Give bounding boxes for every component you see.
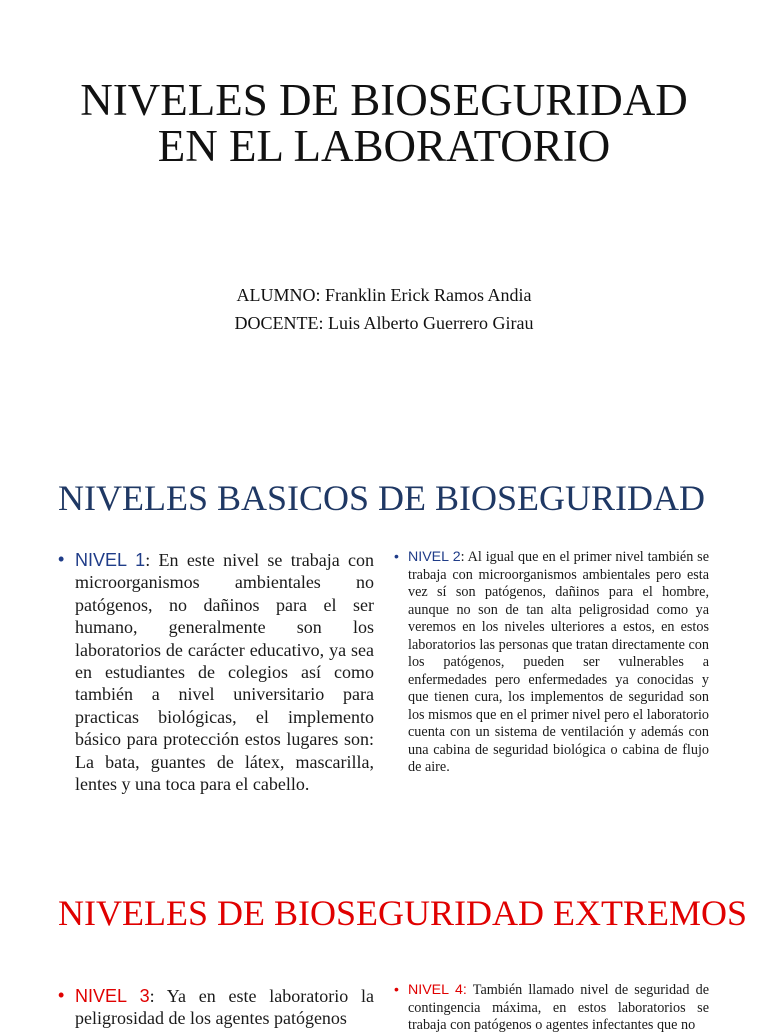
presentation-title: NIVELES DE BIOSEGURIDAD EN EL LABORATORIO xyxy=(80,75,688,171)
level4-label: NIVEL 4: xyxy=(408,982,467,998)
level4-paragraph xyxy=(408,982,709,1035)
level4-text: También llamado nivel de seguridad de contingencia máxima, en estos laboratorios se trabaja con patógenos o agentes infectantes que no xyxy=(408,982,709,1033)
level2-label: NIVEL 2 xyxy=(408,549,461,565)
level2-bullet: • xyxy=(394,548,399,564)
basic-levels-heading: NIVELES BASICOS DE BIOSEGURIDAD xyxy=(58,478,706,518)
level1-label: NIVEL 1 xyxy=(75,550,146,570)
level1-text: : En este nivel se trabaja con microorganismos ambientales no patógenos, no dañinos para el ser humano, generalmente son los laboratorios de carácter educativo, ya sea en estudiantes de colegios así como también a nivel universitario para practicas biológicas, el implemento básico para protección estos lugares son: La bata, guantes de látex, mascarilla, lentes y una toca para el cabello. xyxy=(75,550,374,795)
teacher-line: DOCENTE: Luis Alberto Guerrero Girau xyxy=(234,313,534,333)
student-line: ALUMNO: Franklin Erick Ramos Andia xyxy=(236,285,532,305)
level3-label: NIVEL 3 xyxy=(75,986,150,1006)
level1-bullet: • xyxy=(58,549,65,569)
level3-text: : Ya en este laboratorio la peligrosidad de los agentes patógenos xyxy=(75,986,375,1029)
level3-paragraph xyxy=(75,985,374,1030)
level2-paragraph xyxy=(408,549,709,777)
level2-text: : Al igual que en el primer nivel también se trabaja con microorganismos ambientales pero esta vez sí son patógenos, dañinos para el hombre, aunque no son de tan alta peligrosidad como ya veremos en los niveles ulteriores a estos, en estos laboratorios las personas que tratan directamente con los patógenos, pueden ser vulnerables a enfermedades pero enfermedades ya conocidas y que tienen cura, los implementos de seguridad son los mismos que en el primer nivel pero el laboratorio cuenta con un sistema de ventilación y además con una cabina de seguridad biológica o cabina de flujo de aire. xyxy=(408,549,709,775)
level3-bullet: • xyxy=(58,985,65,1005)
extreme-levels-heading: NIVELES DE BIOSEGURIDAD EXTREMOS xyxy=(58,893,747,933)
level4-bullet: • xyxy=(394,981,399,997)
level1-paragraph xyxy=(75,549,374,795)
